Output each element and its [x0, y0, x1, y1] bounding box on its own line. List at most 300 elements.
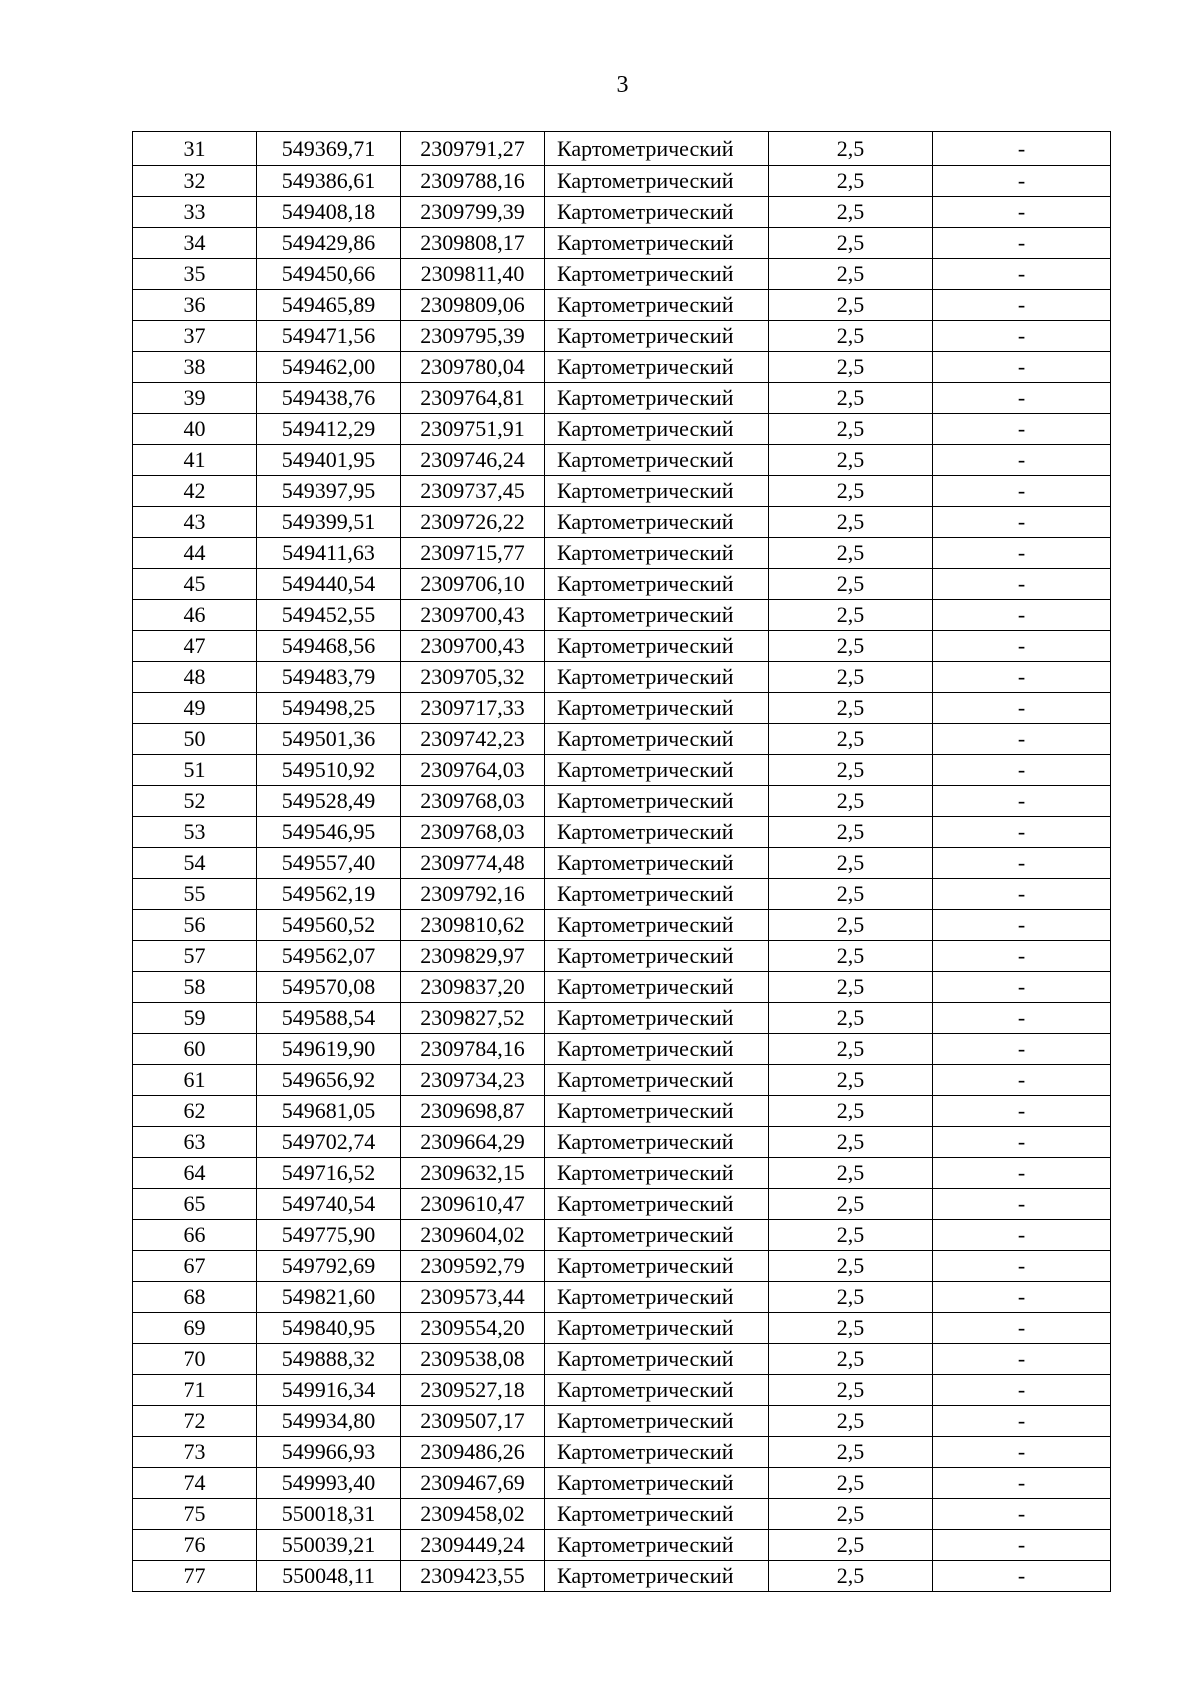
method-cell: Картометрический — [545, 1065, 769, 1096]
accuracy-cell: 2,5 — [769, 1499, 933, 1530]
y-coordinate-cell: 2309604,02 — [401, 1220, 545, 1251]
point-number-cell: 57 — [133, 941, 257, 972]
description-cell: - — [933, 352, 1111, 383]
table-row — [133, 321, 1111, 352]
table-row — [133, 693, 1111, 724]
point-number-cell: 67 — [133, 1251, 257, 1282]
table-row — [133, 538, 1111, 569]
accuracy-cell: 2,5 — [769, 1096, 933, 1127]
table-row — [133, 1189, 1111, 1220]
description-cell: - — [933, 1375, 1111, 1406]
y-coordinate-cell: 2309764,81 — [401, 383, 545, 414]
method-cell: Картометрический — [545, 1220, 769, 1251]
method-cell: Картометрический — [545, 166, 769, 197]
y-coordinate-cell: 2309715,77 — [401, 538, 545, 569]
table-row — [133, 1251, 1111, 1282]
x-coordinate-cell: 549397,95 — [257, 476, 401, 507]
accuracy-cell: 2,5 — [769, 383, 933, 414]
point-number-cell: 75 — [133, 1499, 257, 1530]
point-number-cell: 58 — [133, 972, 257, 1003]
description-cell: - — [933, 1127, 1111, 1158]
accuracy-cell: 2,5 — [769, 1065, 933, 1096]
point-number-cell: 33 — [133, 197, 257, 228]
point-number-cell: 37 — [133, 321, 257, 352]
method-cell: Картометрический — [545, 1375, 769, 1406]
y-coordinate-cell: 2309573,44 — [401, 1282, 545, 1313]
x-coordinate-cell: 549656,92 — [257, 1065, 401, 1096]
table-row — [133, 445, 1111, 476]
accuracy-cell: 2,5 — [769, 1251, 933, 1282]
method-cell: Картометрический — [545, 941, 769, 972]
x-coordinate-cell: 549775,90 — [257, 1220, 401, 1251]
x-coordinate-cell: 549702,74 — [257, 1127, 401, 1158]
table-row — [133, 476, 1111, 507]
point-number-cell: 51 — [133, 755, 257, 786]
y-coordinate-cell: 2309780,04 — [401, 352, 545, 383]
point-number-cell: 35 — [133, 259, 257, 290]
table-row — [133, 879, 1111, 910]
x-coordinate-cell: 549966,93 — [257, 1437, 401, 1468]
description-cell: - — [933, 1034, 1111, 1065]
y-coordinate-cell: 2309423,55 — [401, 1561, 545, 1592]
method-cell: Картометрический — [545, 662, 769, 693]
description-cell: - — [933, 1437, 1111, 1468]
point-number-cell: 36 — [133, 290, 257, 321]
coordinates-table — [132, 131, 1111, 1592]
accuracy-cell: 2,5 — [769, 1158, 933, 1189]
x-coordinate-cell: 549557,40 — [257, 848, 401, 879]
description-cell: - — [933, 600, 1111, 631]
y-coordinate-cell: 2309592,79 — [401, 1251, 545, 1282]
x-coordinate-cell: 549429,86 — [257, 228, 401, 259]
accuracy-cell: 2,5 — [769, 662, 933, 693]
y-coordinate-cell: 2309829,97 — [401, 941, 545, 972]
description-cell: - — [933, 786, 1111, 817]
method-cell: Картометрический — [545, 1251, 769, 1282]
y-coordinate-cell: 2309706,10 — [401, 569, 545, 600]
description-cell: - — [933, 132, 1111, 166]
y-coordinate-cell: 2309449,24 — [401, 1530, 545, 1561]
accuracy-cell: 2,5 — [769, 1220, 933, 1251]
y-coordinate-cell: 2309774,48 — [401, 848, 545, 879]
accuracy-cell: 2,5 — [769, 538, 933, 569]
table-row — [133, 972, 1111, 1003]
accuracy-cell: 2,5 — [769, 476, 933, 507]
table-row — [133, 1344, 1111, 1375]
table-row — [133, 817, 1111, 848]
point-number-cell: 63 — [133, 1127, 257, 1158]
point-number-cell: 60 — [133, 1034, 257, 1065]
method-cell: Картометрический — [545, 1158, 769, 1189]
y-coordinate-cell: 2309700,43 — [401, 631, 545, 662]
x-coordinate-cell: 549562,19 — [257, 879, 401, 910]
y-coordinate-cell: 2309632,15 — [401, 1158, 545, 1189]
y-coordinate-cell: 2309792,16 — [401, 879, 545, 910]
y-coordinate-cell: 2309799,39 — [401, 197, 545, 228]
x-coordinate-cell: 549716,52 — [257, 1158, 401, 1189]
x-coordinate-cell: 549462,00 — [257, 352, 401, 383]
description-cell: - — [933, 445, 1111, 476]
point-number-cell: 56 — [133, 910, 257, 941]
point-number-cell: 50 — [133, 724, 257, 755]
y-coordinate-cell: 2309791,27 — [401, 132, 545, 166]
x-coordinate-cell: 549546,95 — [257, 817, 401, 848]
description-cell: - — [933, 1499, 1111, 1530]
table-row — [133, 132, 1111, 166]
method-cell: Картометрический — [545, 321, 769, 352]
y-coordinate-cell: 2309742,23 — [401, 724, 545, 755]
x-coordinate-cell: 549450,66 — [257, 259, 401, 290]
description-cell: - — [933, 1251, 1111, 1282]
accuracy-cell: 2,5 — [769, 507, 933, 538]
point-number-cell: 59 — [133, 1003, 257, 1034]
y-coordinate-cell: 2309788,16 — [401, 166, 545, 197]
method-cell: Картометрический — [545, 569, 769, 600]
y-coordinate-cell: 2309717,33 — [401, 693, 545, 724]
x-coordinate-cell: 549619,90 — [257, 1034, 401, 1065]
accuracy-cell: 2,5 — [769, 1530, 933, 1561]
accuracy-cell: 2,5 — [769, 755, 933, 786]
method-cell: Картометрический — [545, 1499, 769, 1530]
description-cell: - — [933, 569, 1111, 600]
point-number-cell: 72 — [133, 1406, 257, 1437]
x-coordinate-cell: 549399,51 — [257, 507, 401, 538]
x-coordinate-cell: 549821,60 — [257, 1282, 401, 1313]
x-coordinate-cell: 549471,56 — [257, 321, 401, 352]
accuracy-cell: 2,5 — [769, 132, 933, 166]
y-coordinate-cell: 2309784,16 — [401, 1034, 545, 1065]
table-row — [133, 786, 1111, 817]
table-row — [133, 1468, 1111, 1499]
description-cell: - — [933, 1189, 1111, 1220]
x-coordinate-cell: 549934,80 — [257, 1406, 401, 1437]
y-coordinate-cell: 2309811,40 — [401, 259, 545, 290]
x-coordinate-cell: 549452,55 — [257, 600, 401, 631]
y-coordinate-cell: 2309809,06 — [401, 290, 545, 321]
x-coordinate-cell: 549562,07 — [257, 941, 401, 972]
table-row — [133, 166, 1111, 197]
table-row — [133, 383, 1111, 414]
method-cell: Картометрический — [545, 848, 769, 879]
method-cell: Картометрический — [545, 1437, 769, 1468]
table-row — [133, 507, 1111, 538]
y-coordinate-cell: 2309810,62 — [401, 910, 545, 941]
point-number-cell: 64 — [133, 1158, 257, 1189]
description-cell: - — [933, 910, 1111, 941]
method-cell: Картометрический — [545, 972, 769, 1003]
y-coordinate-cell: 2309664,29 — [401, 1127, 545, 1158]
method-cell: Картометрический — [545, 507, 769, 538]
accuracy-cell: 2,5 — [769, 941, 933, 972]
method-cell: Картометрический — [545, 786, 769, 817]
description-cell: - — [933, 197, 1111, 228]
accuracy-cell: 2,5 — [769, 1468, 933, 1499]
method-cell: Картометрический — [545, 538, 769, 569]
y-coordinate-cell: 2309734,23 — [401, 1065, 545, 1096]
description-cell: - — [933, 693, 1111, 724]
x-coordinate-cell: 549570,08 — [257, 972, 401, 1003]
accuracy-cell: 2,5 — [769, 259, 933, 290]
accuracy-cell: 2,5 — [769, 414, 933, 445]
description-cell: - — [933, 755, 1111, 786]
y-coordinate-cell: 2309768,03 — [401, 817, 545, 848]
x-coordinate-cell: 549501,36 — [257, 724, 401, 755]
table-row — [133, 848, 1111, 879]
x-coordinate-cell: 549588,54 — [257, 1003, 401, 1034]
point-number-cell: 46 — [133, 600, 257, 631]
y-coordinate-cell: 2309827,52 — [401, 1003, 545, 1034]
point-number-cell: 49 — [133, 693, 257, 724]
y-coordinate-cell: 2309507,17 — [401, 1406, 545, 1437]
description-cell: - — [933, 1344, 1111, 1375]
y-coordinate-cell: 2309467,69 — [401, 1468, 545, 1499]
description-cell: - — [933, 1313, 1111, 1344]
table-row — [133, 1220, 1111, 1251]
point-number-cell: 65 — [133, 1189, 257, 1220]
accuracy-cell: 2,5 — [769, 1344, 933, 1375]
accuracy-cell: 2,5 — [769, 724, 933, 755]
table-row — [133, 941, 1111, 972]
method-cell: Картометрический — [545, 879, 769, 910]
method-cell: Картометрический — [545, 290, 769, 321]
description-cell: - — [933, 1220, 1111, 1251]
table-row — [133, 755, 1111, 786]
description-cell: - — [933, 817, 1111, 848]
table-row — [133, 1437, 1111, 1468]
point-number-cell: 76 — [133, 1530, 257, 1561]
x-coordinate-cell: 549888,32 — [257, 1344, 401, 1375]
method-cell: Картометрический — [545, 1313, 769, 1344]
x-coordinate-cell: 549412,29 — [257, 414, 401, 445]
method-cell: Картометрический — [545, 352, 769, 383]
y-coordinate-cell: 2309764,03 — [401, 755, 545, 786]
description-cell: - — [933, 290, 1111, 321]
y-coordinate-cell: 2309808,17 — [401, 228, 545, 259]
point-number-cell: 71 — [133, 1375, 257, 1406]
x-coordinate-cell: 549440,54 — [257, 569, 401, 600]
method-cell: Картометрический — [545, 1096, 769, 1127]
method-cell: Картометрический — [545, 1344, 769, 1375]
method-cell: Картометрический — [545, 414, 769, 445]
method-cell: Картометрический — [545, 1468, 769, 1499]
point-number-cell: 54 — [133, 848, 257, 879]
table-row — [133, 724, 1111, 755]
table-row — [133, 1375, 1111, 1406]
description-cell: - — [933, 1282, 1111, 1313]
method-cell: Картометрический — [545, 724, 769, 755]
method-cell: Картометрический — [545, 1034, 769, 1065]
point-number-cell: 45 — [133, 569, 257, 600]
accuracy-cell: 2,5 — [769, 879, 933, 910]
table-row — [133, 1003, 1111, 1034]
table-row — [133, 1530, 1111, 1561]
description-cell: - — [933, 538, 1111, 569]
point-number-cell: 53 — [133, 817, 257, 848]
x-coordinate-cell: 549560,52 — [257, 910, 401, 941]
point-number-cell: 34 — [133, 228, 257, 259]
accuracy-cell: 2,5 — [769, 569, 933, 600]
y-coordinate-cell: 2309610,47 — [401, 1189, 545, 1220]
point-number-cell: 41 — [133, 445, 257, 476]
point-number-cell: 62 — [133, 1096, 257, 1127]
table-row — [133, 1406, 1111, 1437]
accuracy-cell: 2,5 — [769, 693, 933, 724]
y-coordinate-cell: 2309705,32 — [401, 662, 545, 693]
method-cell: Картометрический — [545, 132, 769, 166]
description-cell: - — [933, 507, 1111, 538]
table-row — [133, 600, 1111, 631]
description-cell: - — [933, 259, 1111, 290]
table-row — [133, 1127, 1111, 1158]
accuracy-cell: 2,5 — [769, 600, 933, 631]
description-cell: - — [933, 1468, 1111, 1499]
accuracy-cell: 2,5 — [769, 166, 933, 197]
y-coordinate-cell: 2309538,08 — [401, 1344, 545, 1375]
method-cell: Картометрический — [545, 693, 769, 724]
x-coordinate-cell: 549916,34 — [257, 1375, 401, 1406]
method-cell: Картометрический — [545, 1282, 769, 1313]
accuracy-cell: 2,5 — [769, 290, 933, 321]
accuracy-cell: 2,5 — [769, 631, 933, 662]
y-coordinate-cell: 2309700,43 — [401, 600, 545, 631]
accuracy-cell: 2,5 — [769, 321, 933, 352]
method-cell: Картометрический — [545, 383, 769, 414]
page-number: 3 — [616, 72, 629, 98]
method-cell: Картометрический — [545, 1189, 769, 1220]
description-cell: - — [933, 1158, 1111, 1189]
description-cell: - — [933, 848, 1111, 879]
accuracy-cell: 2,5 — [769, 1313, 933, 1344]
x-coordinate-cell: 549993,40 — [257, 1468, 401, 1499]
description-cell: - — [933, 1065, 1111, 1096]
accuracy-cell: 2,5 — [769, 1034, 933, 1065]
y-coordinate-cell: 2309527,18 — [401, 1375, 545, 1406]
description-cell: - — [933, 631, 1111, 662]
accuracy-cell: 2,5 — [769, 817, 933, 848]
point-number-cell: 77 — [133, 1561, 257, 1592]
table-row — [133, 1158, 1111, 1189]
x-coordinate-cell: 549792,69 — [257, 1251, 401, 1282]
method-cell: Картометрический — [545, 600, 769, 631]
table-row — [133, 1065, 1111, 1096]
method-cell: Картометрический — [545, 476, 769, 507]
x-coordinate-cell: 549401,95 — [257, 445, 401, 476]
point-number-cell: 38 — [133, 352, 257, 383]
method-cell: Картометрический — [545, 1003, 769, 1034]
y-coordinate-cell: 2309795,39 — [401, 321, 545, 352]
x-coordinate-cell: 549840,95 — [257, 1313, 401, 1344]
y-coordinate-cell: 2309726,22 — [401, 507, 545, 538]
x-coordinate-cell: 550018,31 — [257, 1499, 401, 1530]
method-cell: Картометрический — [545, 755, 769, 786]
y-coordinate-cell: 2309837,20 — [401, 972, 545, 1003]
x-coordinate-cell: 549483,79 — [257, 662, 401, 693]
x-coordinate-cell: 549408,18 — [257, 197, 401, 228]
method-cell: Картометрический — [545, 1561, 769, 1592]
method-cell: Картометрический — [545, 259, 769, 290]
description-cell: - — [933, 383, 1111, 414]
description-cell: - — [933, 1096, 1111, 1127]
x-coordinate-cell: 549740,54 — [257, 1189, 401, 1220]
point-number-cell: 32 — [133, 166, 257, 197]
point-number-cell: 69 — [133, 1313, 257, 1344]
point-number-cell: 39 — [133, 383, 257, 414]
accuracy-cell: 2,5 — [769, 1561, 933, 1592]
method-cell: Картометрический — [545, 1127, 769, 1158]
point-number-cell: 66 — [133, 1220, 257, 1251]
description-cell: - — [933, 228, 1111, 259]
table-row — [133, 1313, 1111, 1344]
table-row — [133, 1561, 1111, 1592]
x-coordinate-cell: 549528,49 — [257, 786, 401, 817]
x-coordinate-cell: 550048,11 — [257, 1561, 401, 1592]
y-coordinate-cell: 2309751,91 — [401, 414, 545, 445]
point-number-cell: 73 — [133, 1437, 257, 1468]
x-coordinate-cell: 549411,63 — [257, 538, 401, 569]
point-number-cell: 44 — [133, 538, 257, 569]
table-row — [133, 1499, 1111, 1530]
table-row — [133, 414, 1111, 445]
point-number-cell: 43 — [133, 507, 257, 538]
accuracy-cell: 2,5 — [769, 197, 933, 228]
x-coordinate-cell: 550039,21 — [257, 1530, 401, 1561]
y-coordinate-cell: 2309746,24 — [401, 445, 545, 476]
description-cell: - — [933, 1530, 1111, 1561]
table-row — [133, 1034, 1111, 1065]
y-coordinate-cell: 2309458,02 — [401, 1499, 545, 1530]
table-row — [133, 1096, 1111, 1127]
x-coordinate-cell: 549498,25 — [257, 693, 401, 724]
accuracy-cell: 2,5 — [769, 972, 933, 1003]
table-row — [133, 1282, 1111, 1313]
point-number-cell: 31 — [133, 132, 257, 166]
method-cell: Картометрический — [545, 197, 769, 228]
accuracy-cell: 2,5 — [769, 1282, 933, 1313]
description-cell: - — [933, 662, 1111, 693]
point-number-cell: 55 — [133, 879, 257, 910]
table-row — [133, 259, 1111, 290]
accuracy-cell: 2,5 — [769, 1375, 933, 1406]
y-coordinate-cell: 2309486,26 — [401, 1437, 545, 1468]
table-row — [133, 197, 1111, 228]
accuracy-cell: 2,5 — [769, 1189, 933, 1220]
table-row — [133, 662, 1111, 693]
x-coordinate-cell: 549510,92 — [257, 755, 401, 786]
table-row — [133, 290, 1111, 321]
description-cell: - — [933, 972, 1111, 1003]
point-number-cell: 40 — [133, 414, 257, 445]
method-cell: Картометрический — [545, 445, 769, 476]
accuracy-cell: 2,5 — [769, 352, 933, 383]
method-cell: Картометрический — [545, 631, 769, 662]
method-cell: Картометрический — [545, 910, 769, 941]
description-cell: - — [933, 414, 1111, 445]
description-cell: - — [933, 879, 1111, 910]
point-number-cell: 42 — [133, 476, 257, 507]
y-coordinate-cell: 2309554,20 — [401, 1313, 545, 1344]
point-number-cell: 68 — [133, 1282, 257, 1313]
method-cell: Картометрический — [545, 1406, 769, 1437]
x-coordinate-cell: 549468,56 — [257, 631, 401, 662]
x-coordinate-cell: 549369,71 — [257, 132, 401, 166]
point-number-cell: 52 — [133, 786, 257, 817]
point-number-cell: 61 — [133, 1065, 257, 1096]
table-row — [133, 569, 1111, 600]
method-cell: Картометрический — [545, 228, 769, 259]
description-cell: - — [933, 724, 1111, 755]
x-coordinate-cell: 549465,89 — [257, 290, 401, 321]
description-cell: - — [933, 1003, 1111, 1034]
